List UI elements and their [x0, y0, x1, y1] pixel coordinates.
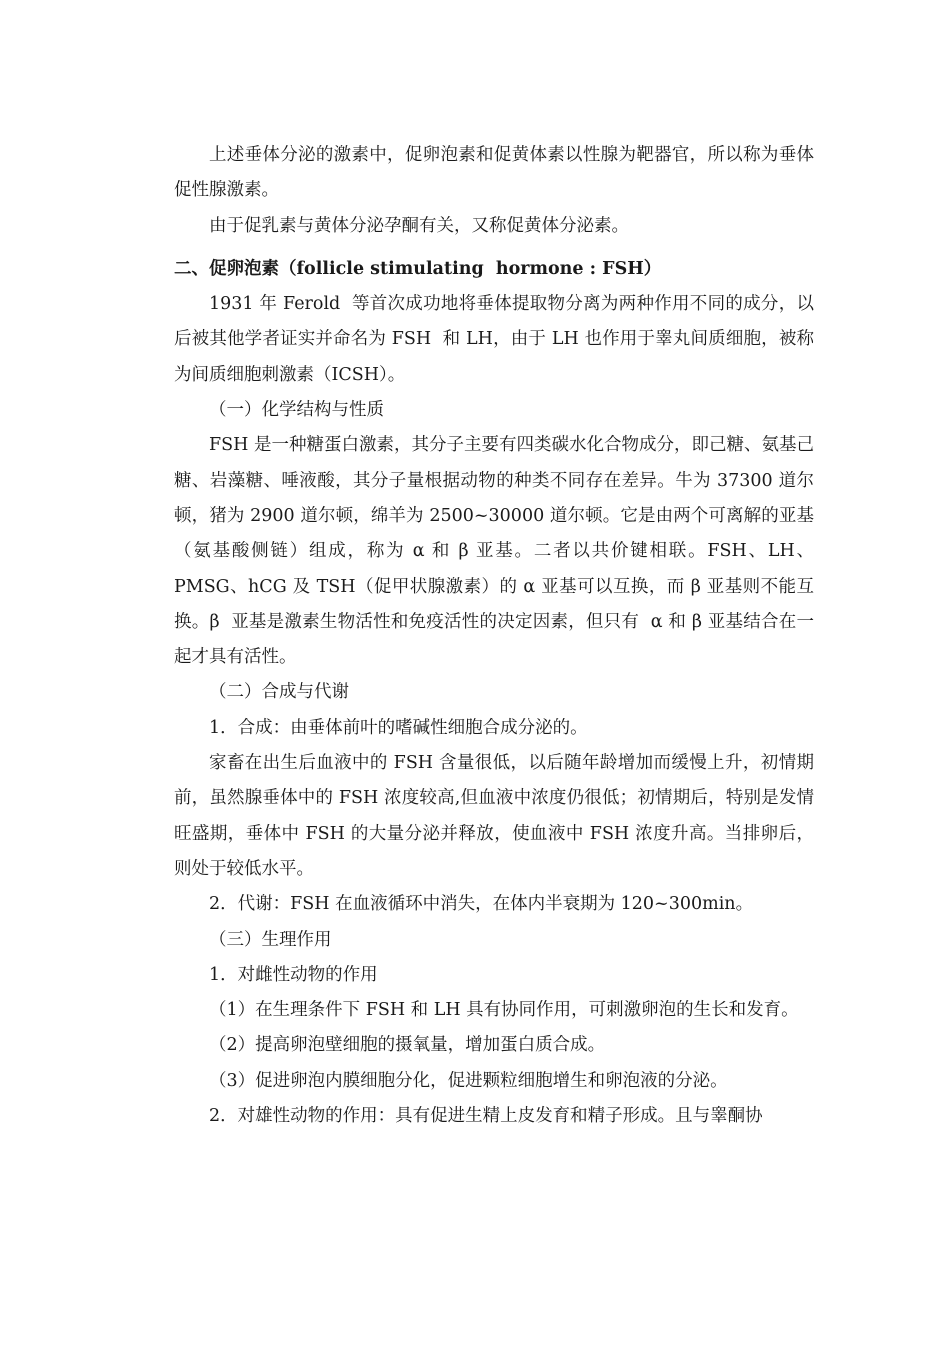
paragraph-2: 由于促乳素与黄体分泌孕酮有关，又称促黄体分泌素。	[209, 215, 629, 236]
paragraph-4: FSH 是一种糖蛋白激素，其分子主要有四类碳水化合物成分，即己糖、氨基己糖、岩藻糖、唾液酸，其分子量根据动物的种类不同存在差异。牛为 37300 道尔顿，猪为 2900 道尔顿，绵羊为 2500~30000 道尔顿。它是由两个可离解的亚基（氨基酸侧链）组成，称为 α 和 β 亚基。二者以共价键相联。FSH、LH、PMSG、hCG 及 TSH（促甲状腺激素）的 α 亚基可以互换，而 β 亚基则不能互换。β 亚基是激素生物活性和免疫活性的决定因素，但只有 α 和 β 亚基结合在一起才具有活性。	[174, 435, 814, 668]
section-heading-fsh: 二、促卵泡素（follicle stimulating hormone : FSH）	[174, 258, 662, 279]
subheading-synthesis-metabolism: （二）合成与代谢	[209, 682, 349, 703]
item-female-1: （1）在生理条件下 FSH 和 LH 具有协同作用，可刺激卵泡的生长和发育。	[209, 1000, 799, 1021]
subheading-chemical-structure: （一）化学结构与性质	[209, 400, 384, 421]
item-female-2: （2）提高卵泡壁细胞的摄氧量，增加蛋白质合成。	[209, 1035, 606, 1056]
subheading-physiological-role: （三）生理作用	[209, 929, 332, 950]
item-female-effect: 1．对雌性动物的作用	[209, 964, 378, 985]
paragraph-synthesis: 1．合成：由垂体前叶的嗜碱性细胞合成分泌的。	[209, 717, 588, 738]
paragraph-1: 上述垂体分泌的激素中，促卵泡素和促黄体素以性腺为靶器官，所以称为垂体促性腺激素。	[174, 145, 814, 201]
item-male-effect: 2．对雄性动物的作用：具有促进生精上皮发育和精子形成。且与睾酮协	[209, 1106, 763, 1127]
paragraph-5: 家畜在出生后血液中的 FSH 含量很低，以后随年龄增加而缓慢上升，初情期前，虽然腺垂体中的 FSH 浓度较高,但血液中浓度仍很低；初情期后，特别是发情旺盛期，垂体中 FSH 的大量分泌并释放，使血液中 FSH 浓度升高。当排卵后，则处于较低水平。	[174, 753, 814, 879]
item-female-3: （3）促进卵泡内膜细胞分化，促进颗粒细胞增生和卵泡液的分泌。	[209, 1070, 728, 1091]
document-body	[174, 138, 814, 1134]
paragraph-3: 1931 年 Ferold 等首次成功地将垂体提取物分离为两种作用不同的成分，以后被其他学者证实并命名为 FSH 和 LH，由于 LH 也作用于睾丸间质细胞，被称为间质细胞刺激素（ICSH）。	[174, 294, 814, 385]
paragraph-metabolism: 2．代谢：FSH 在血液循环中消失，在体内半衰期为 120~300min。	[209, 894, 754, 915]
